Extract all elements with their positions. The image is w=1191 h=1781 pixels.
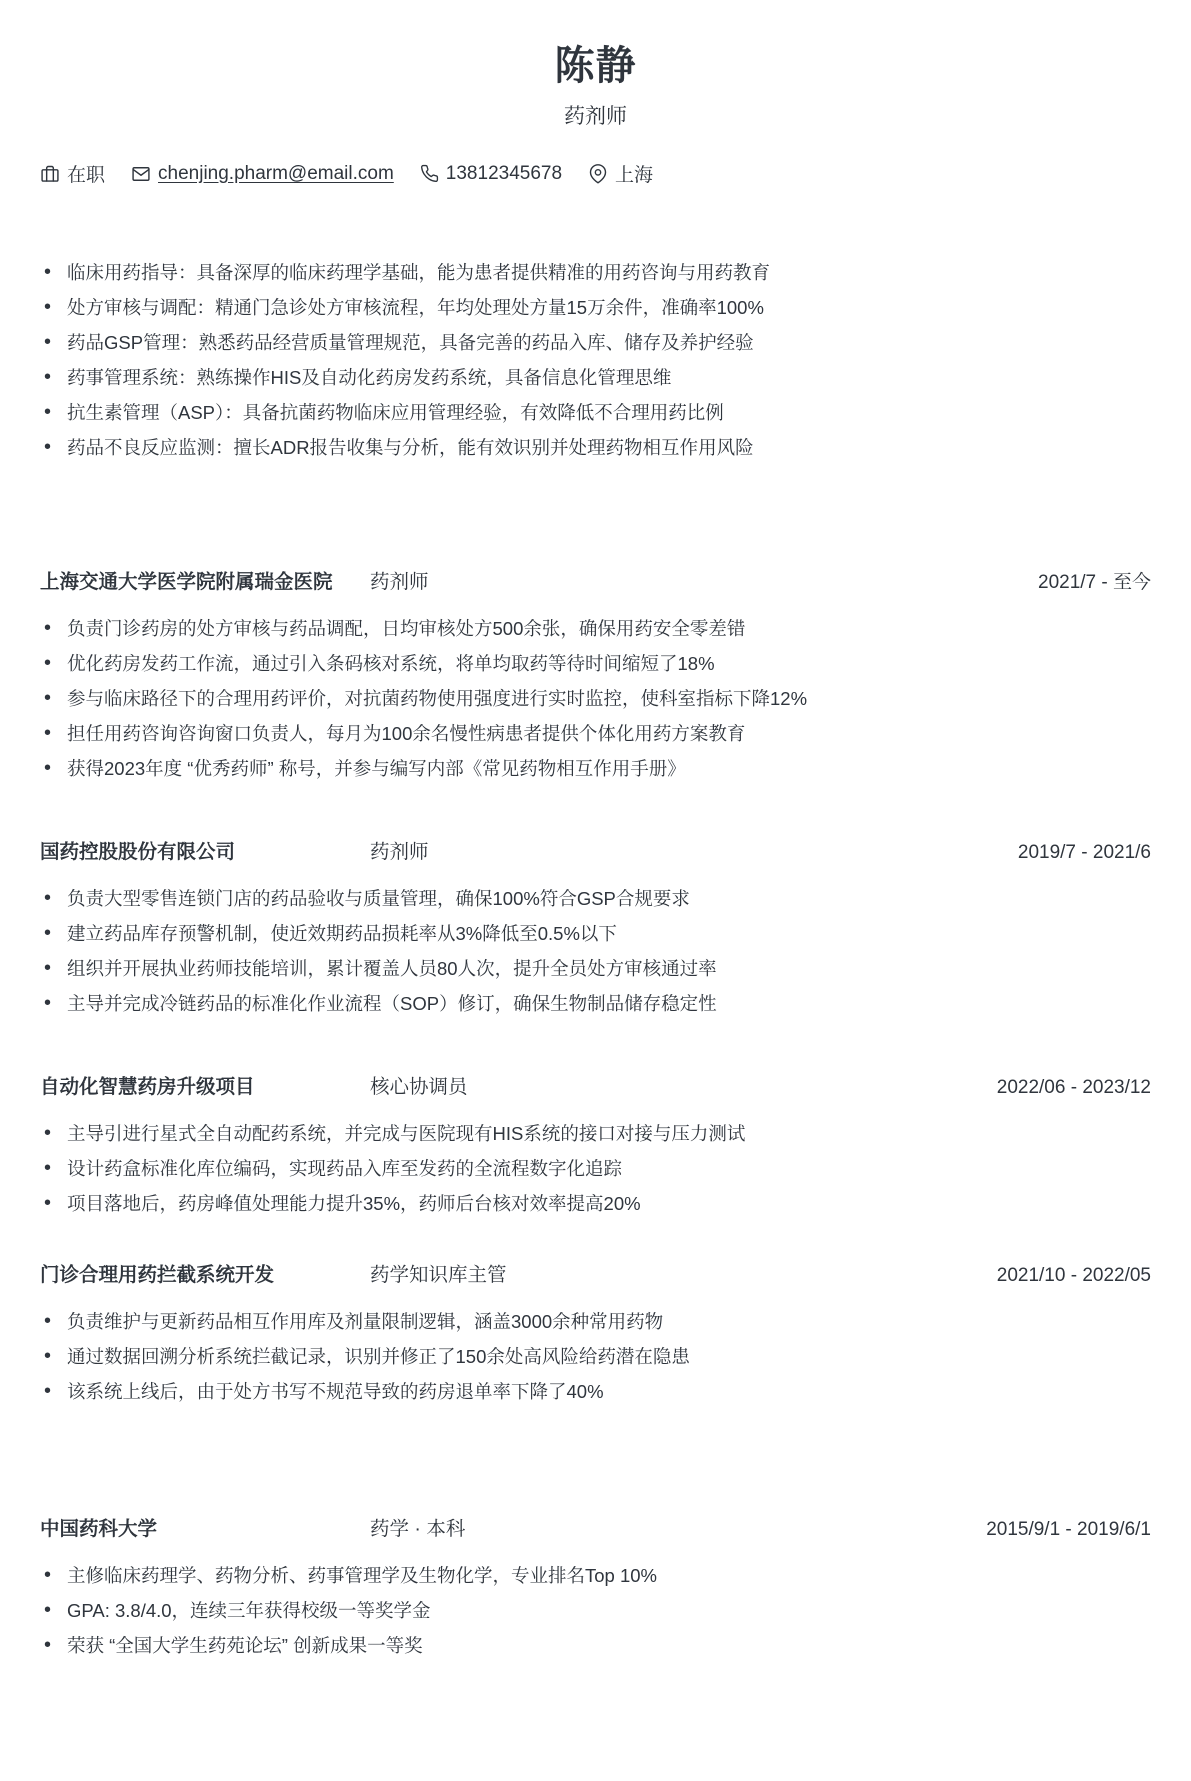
project-bullet: • 通过数据回溯分析系统拦截记录，识别并修正了150余处高风险给药潜在隐患	[40, 1339, 1151, 1374]
project-name: 自动化智慧药房升级项目	[40, 1076, 255, 1098]
experience-bullet: • 优化药房发药工作流，通过引入条码核对系统，将单均取药等待时间缩短了18%	[40, 646, 1151, 681]
employment-dates: 2021/7 - 至今	[1038, 572, 1151, 593]
summary-bullet: • 药品GSP管理：熟悉药品经营质量管理规范，具备完善的药品入库、储存及养护经验	[40, 325, 1151, 360]
candidate-name: 陈静	[554, 44, 637, 88]
project-entry-header	[40, 1073, 1151, 1102]
education-section	[40, 1515, 1151, 1663]
school-name: 中国药科大学	[40, 1518, 158, 1540]
job-role: 药剂师	[370, 841, 429, 863]
project-entry	[40, 1261, 1151, 1409]
candidate-job-title: 药剂师	[564, 105, 627, 128]
project-entry-header	[40, 1261, 1151, 1290]
education-bullet: • 主修临床药理学、药物分析、药事管理学及生物化学，专业排名Top 10%	[40, 1558, 1151, 1593]
experience-bullet: • 主导并完成冷链药品的标准化作业流程（SOP）修订，确保生物制品储存稳定性	[40, 986, 1151, 1021]
summary-bullet-list	[40, 255, 1151, 465]
company-name: 上海交通大学医学院附属瑞金医院	[40, 571, 333, 593]
summary-bullet: • 临床用药指导：具备深厚的临床药理学基础，能为患者提供精准的用药咨询与用药教育	[40, 255, 1151, 290]
summary-bullet: • 药品不良反应监测：擅长ADR报告收集与分析，能有效识别并处理药物相互作用风险	[40, 430, 1151, 465]
experience-bullet: • 组织并开展执业药师技能培训，累计覆盖人员80人次，提升全员处方审核通过率	[40, 951, 1151, 986]
project-entry	[40, 1073, 1151, 1221]
degree: 药学 · 本科	[370, 1518, 466, 1540]
education-entry-header	[40, 1515, 1151, 1544]
experience-entry-header	[40, 838, 1151, 867]
project-bullet: • 设计药盒标准化库位编码，实现药品入库至发药的全流程数字化追踪	[40, 1151, 1151, 1186]
envelope-icon	[131, 164, 151, 184]
education-dates: 2015/9/1 - 2019/6/1	[986, 1519, 1151, 1540]
job-role: 药剂师	[370, 571, 429, 593]
contact-phone	[420, 163, 562, 185]
phone-icon	[420, 164, 439, 183]
experience-bullet-list	[40, 881, 1151, 1021]
employment-status-label: 在职	[67, 165, 106, 186]
project-role: 核心协调员	[370, 1076, 468, 1098]
contact-row	[40, 160, 1151, 187]
project-bullet-list	[40, 1116, 1151, 1221]
experience-bullet: • 负责大型零售连锁门店的药品验收与质量管理，确保100%符合GSP合规要求	[40, 881, 1151, 916]
experience-section	[40, 568, 1151, 1021]
contact-location-text: 上海	[615, 165, 654, 186]
project-bullet: • 主导引进行星式全自动配药系统，并完成与医院现有HIS系统的接口对接与压力测试	[40, 1116, 1151, 1151]
contact-phone-text: 13812345678	[445, 162, 563, 184]
employment-dates: 2019/7 - 2021/6	[1017, 842, 1151, 863]
project-bullet: • 项目落地后，药房峰值处理能力提升35%，药师后台核对效率提高20%	[40, 1186, 1151, 1221]
resume-header	[40, 42, 1151, 187]
project-dates: 2021/10 - 2022/05	[996, 1265, 1151, 1286]
experience-entry	[40, 838, 1151, 1021]
project-bullet-list	[40, 1304, 1151, 1409]
education-bullet: • GPA: 3.8/4.0，连续三年获得校级一等奖学金	[40, 1593, 1151, 1628]
education-bullet: • 荣获 “全国大学生药苑论坛” 创新成果一等奖	[40, 1628, 1151, 1663]
experience-entry-header	[40, 568, 1151, 597]
contact-employment-status	[40, 160, 105, 187]
project-dates: 2022/06 - 2023/12	[996, 1077, 1151, 1098]
experience-entry	[40, 568, 1151, 786]
summary-bullet: • 处方审核与调配：精通门急诊处方审核流程，年均处理处方量15万余件，准确率100%	[40, 290, 1151, 325]
project-role: 药学知识库主管	[370, 1264, 507, 1286]
contact-location	[588, 160, 653, 187]
projects-section	[40, 1073, 1151, 1409]
experience-bullet: • 负责门诊药房的处方审核与药品调配，日均审核处方500余张，确保用药安全零差错	[40, 611, 1151, 646]
experience-bullet: • 获得2023年度 “优秀药师” 称号，并参与编写内部《常见药物相互作用手册》	[40, 751, 1151, 786]
company-name: 国药控股股份有限公司	[40, 841, 236, 863]
project-bullet: • 该系统上线后，由于处方书写不规范导致的药房退单率下降了40%	[40, 1374, 1151, 1409]
experience-bullet: • 参与临床路径下的合理用药评价，对抗菌药物使用强度进行实时监控，使科室指标下降12%	[40, 681, 1151, 716]
briefcase-icon	[40, 164, 60, 184]
summary-bullet: • 药事管理系统：熟练操作HIS及自动化药房发药系统，具备信息化管理思维	[40, 360, 1151, 395]
summary-bullet: • 抗生素管理（ASP）：具备抗菌药物临床应用管理经验，有效降低不合理用药比例	[40, 395, 1151, 430]
location-pin-icon	[588, 164, 608, 184]
experience-bullet: • 建立药品库存预警机制，使近效期药品损耗率从3%降低至0.5%以下	[40, 916, 1151, 951]
education-bullet-list	[40, 1558, 1151, 1663]
summary-section	[40, 255, 1151, 465]
education-entry	[40, 1515, 1151, 1663]
project-name: 门诊合理用药拦截系统开发	[40, 1264, 275, 1286]
experience-bullet-list	[40, 611, 1151, 786]
project-bullet: • 负责维护与更新药品相互作用库及剂量限制逻辑，涵盖3000余种常用药物	[40, 1304, 1151, 1339]
contact-email-text: chenjing.pharm@email.com	[158, 162, 394, 184]
contact-email-link[interactable]	[131, 163, 394, 185]
experience-bullet: • 担任用药咨询咨询窗口负责人，每月为100余名慢性病患者提供个体化用药方案教育	[40, 716, 1151, 751]
